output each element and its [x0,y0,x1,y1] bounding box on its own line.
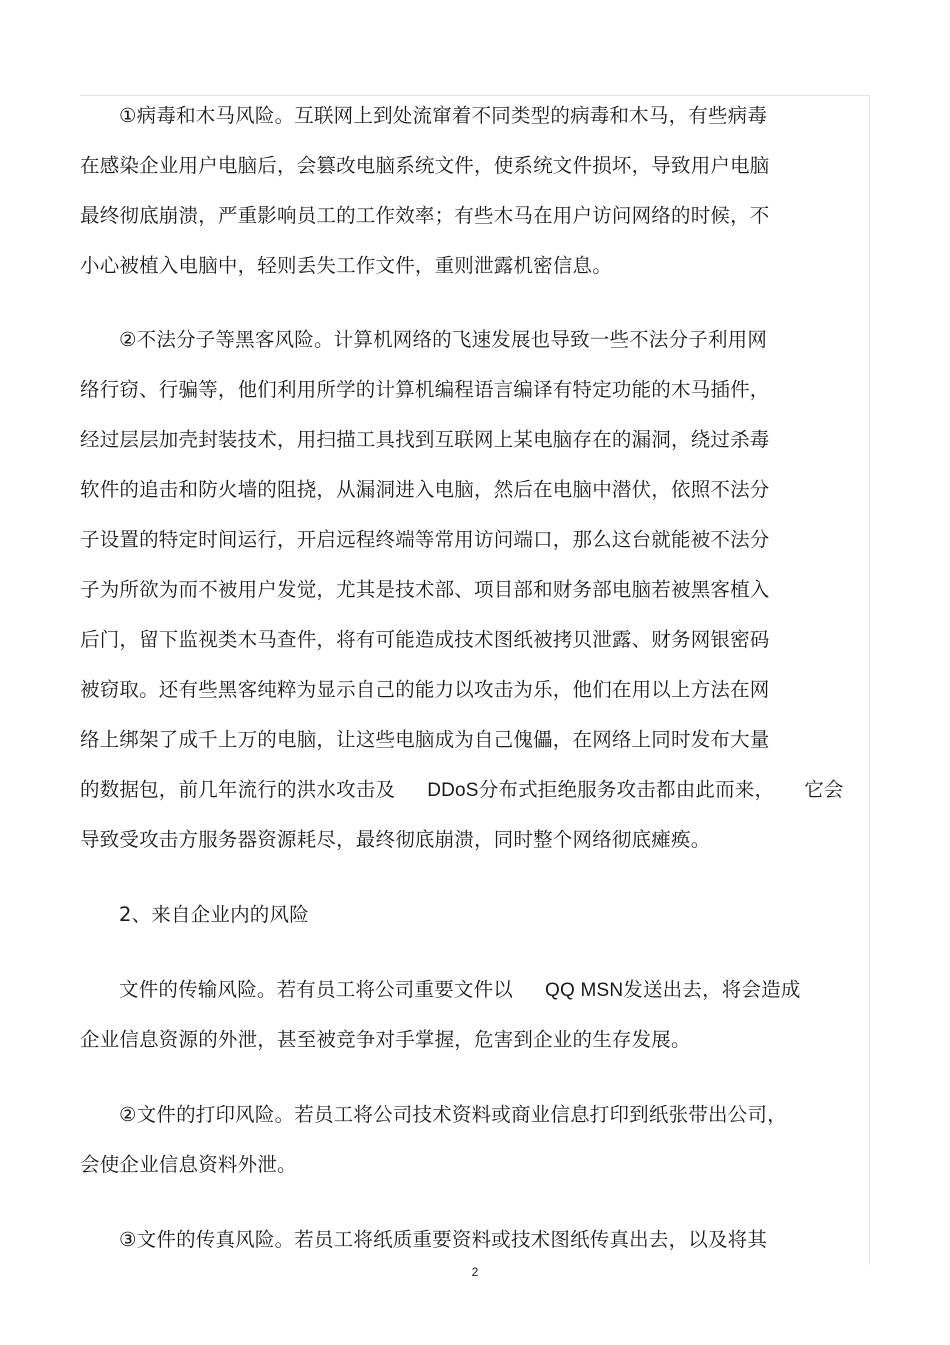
paragraph-5-line-1: ③文件的传真风险。若员工将纸质重要资料或技术图纸传真出去，以及将其 [119,1228,768,1251]
paragraph-4-line-1: ②文件的打印风险。若员工将公司技术资料或商业信息打印到纸张带出公司， [119,1103,787,1126]
paragraph-2-line-7: 后门，留下监视类木马查件，将有可能造成技术图纸被拷贝泄露、财务网银密码 [80,628,770,651]
page-border-top [80,95,870,96]
paragraph-2-line-3: 经过层层加壳封装技术，用扫描工具找到互联网上某电脑存在的漏洞，绕过杀毒 [80,428,770,451]
paragraph-1-line-4: 小心被植入电脑中，轻则丢失工作文件，重则泄露机密信息。 [80,254,612,277]
paragraph-4-line-2: 会使企业信息资料外泄。 [80,1153,297,1176]
paragraph-2-line-4: 软件的追击和防火墙的阻挠，从漏洞进入电脑，然后在电脑中潜伏，依照不法分 [80,478,770,501]
page-number: 2 [471,1265,479,1279]
paragraph-1-line-3: 最终彻底崩溃，严重影响员工的工作效率；有些木马在用户访问网络的时候，不 [80,204,770,227]
paragraph-3-line-1 [119,975,801,1006]
ddos-line-middle: 分布式拒绝服务攻击都由此而来， [478,778,775,801]
ddos-line-before: 的数据包，前几年流行的洪水攻击及 [80,778,396,801]
paragraph-1-line-2: 在感染企业用户电脑后，会篡改电脑系统文件，使系统文件损坏，导致用户电脑 [80,154,770,177]
paragraph-2-line-9: 络上绑架了成千上万的电脑，让这些电脑成为自己傀儡，在网络上同时发布大量 [80,728,770,751]
section-heading: 2、来自企业内的风险 [119,903,309,926]
paragraph-2-line-6: 子为所欲为而不被用户发觉，尤其是技术部、项目部和财务部电脑若被黑客植入 [80,578,770,601]
ddos-term: DDoS [427,780,479,801]
paragraph-2-line-8: 被窃取。还有些黑客纯粹为显示自己的能力以攻击为乐，他们在用以上方法在网 [80,678,770,701]
paragraph-2-line-2: 络行窃、行骗等，他们利用所学的计算机编程语言编译有特定功能的木马插件， [80,378,770,401]
qq-msn-term: QQ MSN [545,980,624,1001]
transfer-line-before: 文件的传输风险。若有员工将公司重要文件以 [119,978,514,1001]
ddos-line-after: 它会 [804,778,844,801]
paragraph-2-line-10 [80,775,844,806]
paragraph-2-line-5: 子设置的特定时间运行，开启远程终端等常用访问端口，那么这台就能被不法分 [80,528,770,551]
paragraph-2-line-1: ②不法分子等黑客风险。计算机网络的飞速发展也导致一些不法分子利用网 [119,328,768,351]
transfer-line-after: 发送出去，将会造成 [623,978,801,1001]
paragraph-2-line-11: 导致受攻击方服务器资源耗尽，最终彻底崩溃，同时整个网络彻底瘫痪。 [80,828,711,851]
paragraph-1-line-1: ①病毒和木马风险。互联网上到处流窜着不同类型的病毒和木马，有些病毒 [119,104,768,127]
page-border-right [869,95,870,1265]
paragraph-3-line-2: 企业信息资源的外泄，甚至被竞争对手掌握，危害到企业的生存发展。 [80,1028,691,1051]
